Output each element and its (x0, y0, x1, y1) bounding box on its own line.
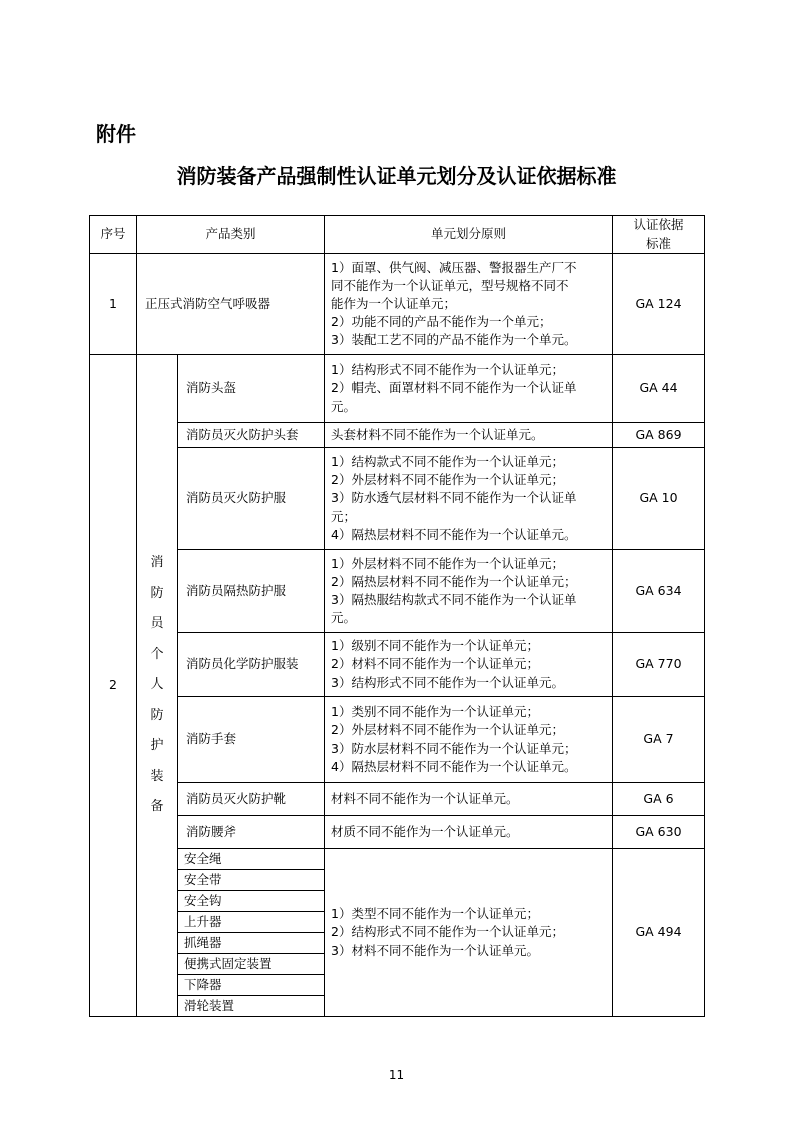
standard-cell: GA 770 (613, 633, 705, 697)
product-name: 正压式消防空气呼吸器 (137, 254, 325, 355)
product-name: 消防员隔热防护服 (178, 550, 325, 633)
rule-cell (325, 849, 613, 1017)
header-standard-line1: 认证依据 (633, 217, 684, 233)
standard-cell: GA 124 (613, 254, 705, 355)
header-row (90, 216, 705, 254)
certification-table (89, 215, 705, 1017)
rule-line: 元。 (331, 610, 357, 626)
row-seq: 1 (90, 254, 137, 355)
rule-line: 2）外层材料不同不能作为一个认证单元； (331, 472, 564, 488)
product-name: 消防腰斧 (178, 816, 325, 849)
rule-cell (325, 448, 613, 550)
product-name: 消防头盔 (178, 355, 325, 423)
product-name: 消防手套 (178, 697, 325, 783)
table-row (90, 633, 705, 697)
product-name: 消防员灭火防护服 (178, 448, 325, 550)
group-char: 防 (150, 707, 164, 723)
rule-line: 1）级别不同不能作为一个认证单元； (331, 638, 539, 654)
document-title: 消防装备产品强制性认证单元划分及认证依据标准 (176, 164, 617, 188)
standard-cell: GA 869 (613, 423, 705, 448)
header-category: 产品类别 (137, 216, 325, 254)
rule-line: 同不能作为一个认证单元，型号规格不同不 (331, 277, 569, 293)
product-name: 下降器 (178, 975, 325, 996)
rule-line: 2）帽壳、面罩材料不同不能作为一个认证单 (331, 380, 577, 396)
rule-line: 1）结构款式不同不能作为一个认证单元； (331, 454, 564, 470)
standard-cell: GA 10 (613, 448, 705, 550)
row-seq: 2 (90, 355, 137, 1017)
rule-line: 3）隔热服结构款式不同不能作为一个认证单 (331, 592, 577, 607)
header-seq: 序号 (90, 216, 137, 254)
rule-line: 3）装配工艺不同的产品不能作为一个单元。 (331, 332, 577, 348)
rule-line: 2）外层材料不同不能作为一个认证单元； (331, 722, 564, 738)
rule-cell (325, 423, 613, 448)
rule-line: 1）外层材料不同不能作为一个认证单元； (331, 555, 564, 571)
rule-cell (325, 633, 613, 697)
group-char: 人 (150, 677, 164, 693)
table-row (90, 849, 705, 870)
rule-line: 4）隔热层材料不同不能作为一个认证单元。 (331, 526, 577, 542)
group-char: 装 (150, 768, 164, 784)
group-char: 备 (150, 799, 164, 815)
rule-cell (325, 697, 613, 783)
group-char: 员 (150, 616, 164, 632)
rule-line: 1）类别不同不能作为一个认证单元； (331, 704, 539, 720)
table-row (90, 550, 705, 633)
rule-line: 3）材料不同不能作为一个认证单元。 (331, 942, 539, 958)
rule-line: 头套材料不同不能作为一个认证单元。 (331, 426, 544, 442)
group-char: 消 (150, 555, 164, 571)
rule-line: 元。 (331, 398, 357, 414)
rule-line: 材质不同不能作为一个认证单元。 (331, 823, 519, 839)
rule-line: 1）面罩、供气阀、减压器、警报器生产厂不 (331, 259, 577, 275)
rule-line: 3）结构形式不同不能作为一个认证单元。 (331, 674, 564, 690)
rule-cell (325, 783, 613, 816)
table-row (90, 697, 705, 783)
rule-cell (325, 550, 613, 633)
group-char: 个 (150, 646, 164, 662)
rule-cell (325, 254, 613, 355)
header-rule: 单元划分原则 (325, 216, 613, 254)
rule-line: 2）隔热层材料不同不能作为一个认证单元； (331, 573, 577, 589)
standard-cell: GA 630 (613, 816, 705, 849)
standard-cell: GA 7 (613, 697, 705, 783)
group-char: 防 (150, 585, 164, 601)
standard-cell: GA 494 (613, 849, 705, 1017)
table-row (90, 254, 705, 355)
product-name: 安全绳 (178, 849, 325, 870)
group-char: 护 (150, 738, 164, 754)
rule-line: 3）防水透气层材料不同不能作为一个认证单 (331, 490, 577, 506)
rule-cell (325, 816, 613, 849)
table-row (90, 355, 705, 423)
rule-line: 3）防水层材料不同不能作为一个认证单元； (331, 740, 577, 756)
product-name: 消防员灭火防护靴 (178, 783, 325, 816)
product-name: 滑轮装置 (178, 996, 325, 1017)
table-row (90, 816, 705, 849)
header-standard-line2: 标准 (646, 235, 672, 251)
page-number: 11 (388, 1068, 405, 1082)
header-standard (613, 216, 705, 254)
table-row (90, 423, 705, 448)
product-name: 消防员化学防护服装 (178, 633, 325, 697)
table-row (90, 448, 705, 550)
product-name: 消防员灭火防护头套 (178, 423, 325, 448)
table-row (90, 783, 705, 816)
rule-line: 2）结构形式不同不能作为一个认证单元； (331, 924, 564, 940)
product-name: 抓绳器 (178, 933, 325, 954)
attachment-label: 附件 (96, 122, 136, 146)
product-name: 安全钩 (178, 891, 325, 912)
product-name: 上升器 (178, 912, 325, 933)
standard-cell: GA 44 (613, 355, 705, 423)
product-name: 安全带 (178, 870, 325, 891)
rule-line: 能作为一个认证单元； (331, 295, 457, 311)
rule-line: 元； (331, 508, 357, 524)
rule-line: 材料不同不能作为一个认证单元。 (331, 790, 519, 806)
rule-line: 1）类型不同不能作为一个认证单元； (331, 906, 539, 922)
rule-line: 2）材料不同不能作为一个认证单元； (331, 656, 539, 672)
product-name: 便携式固定装置 (178, 954, 325, 975)
standard-cell: GA 6 (613, 783, 705, 816)
group-label-vertical (137, 355, 178, 1017)
standard-cell: GA 634 (613, 550, 705, 633)
rule-line: 4）隔热层材料不同不能作为一个认证单元。 (331, 758, 577, 774)
rule-line: 2）功能不同的产品不能作为一个单元； (331, 314, 552, 330)
rule-cell (325, 355, 613, 423)
rule-line: 1）结构形式不同不能作为一个认证单元； (331, 362, 564, 378)
